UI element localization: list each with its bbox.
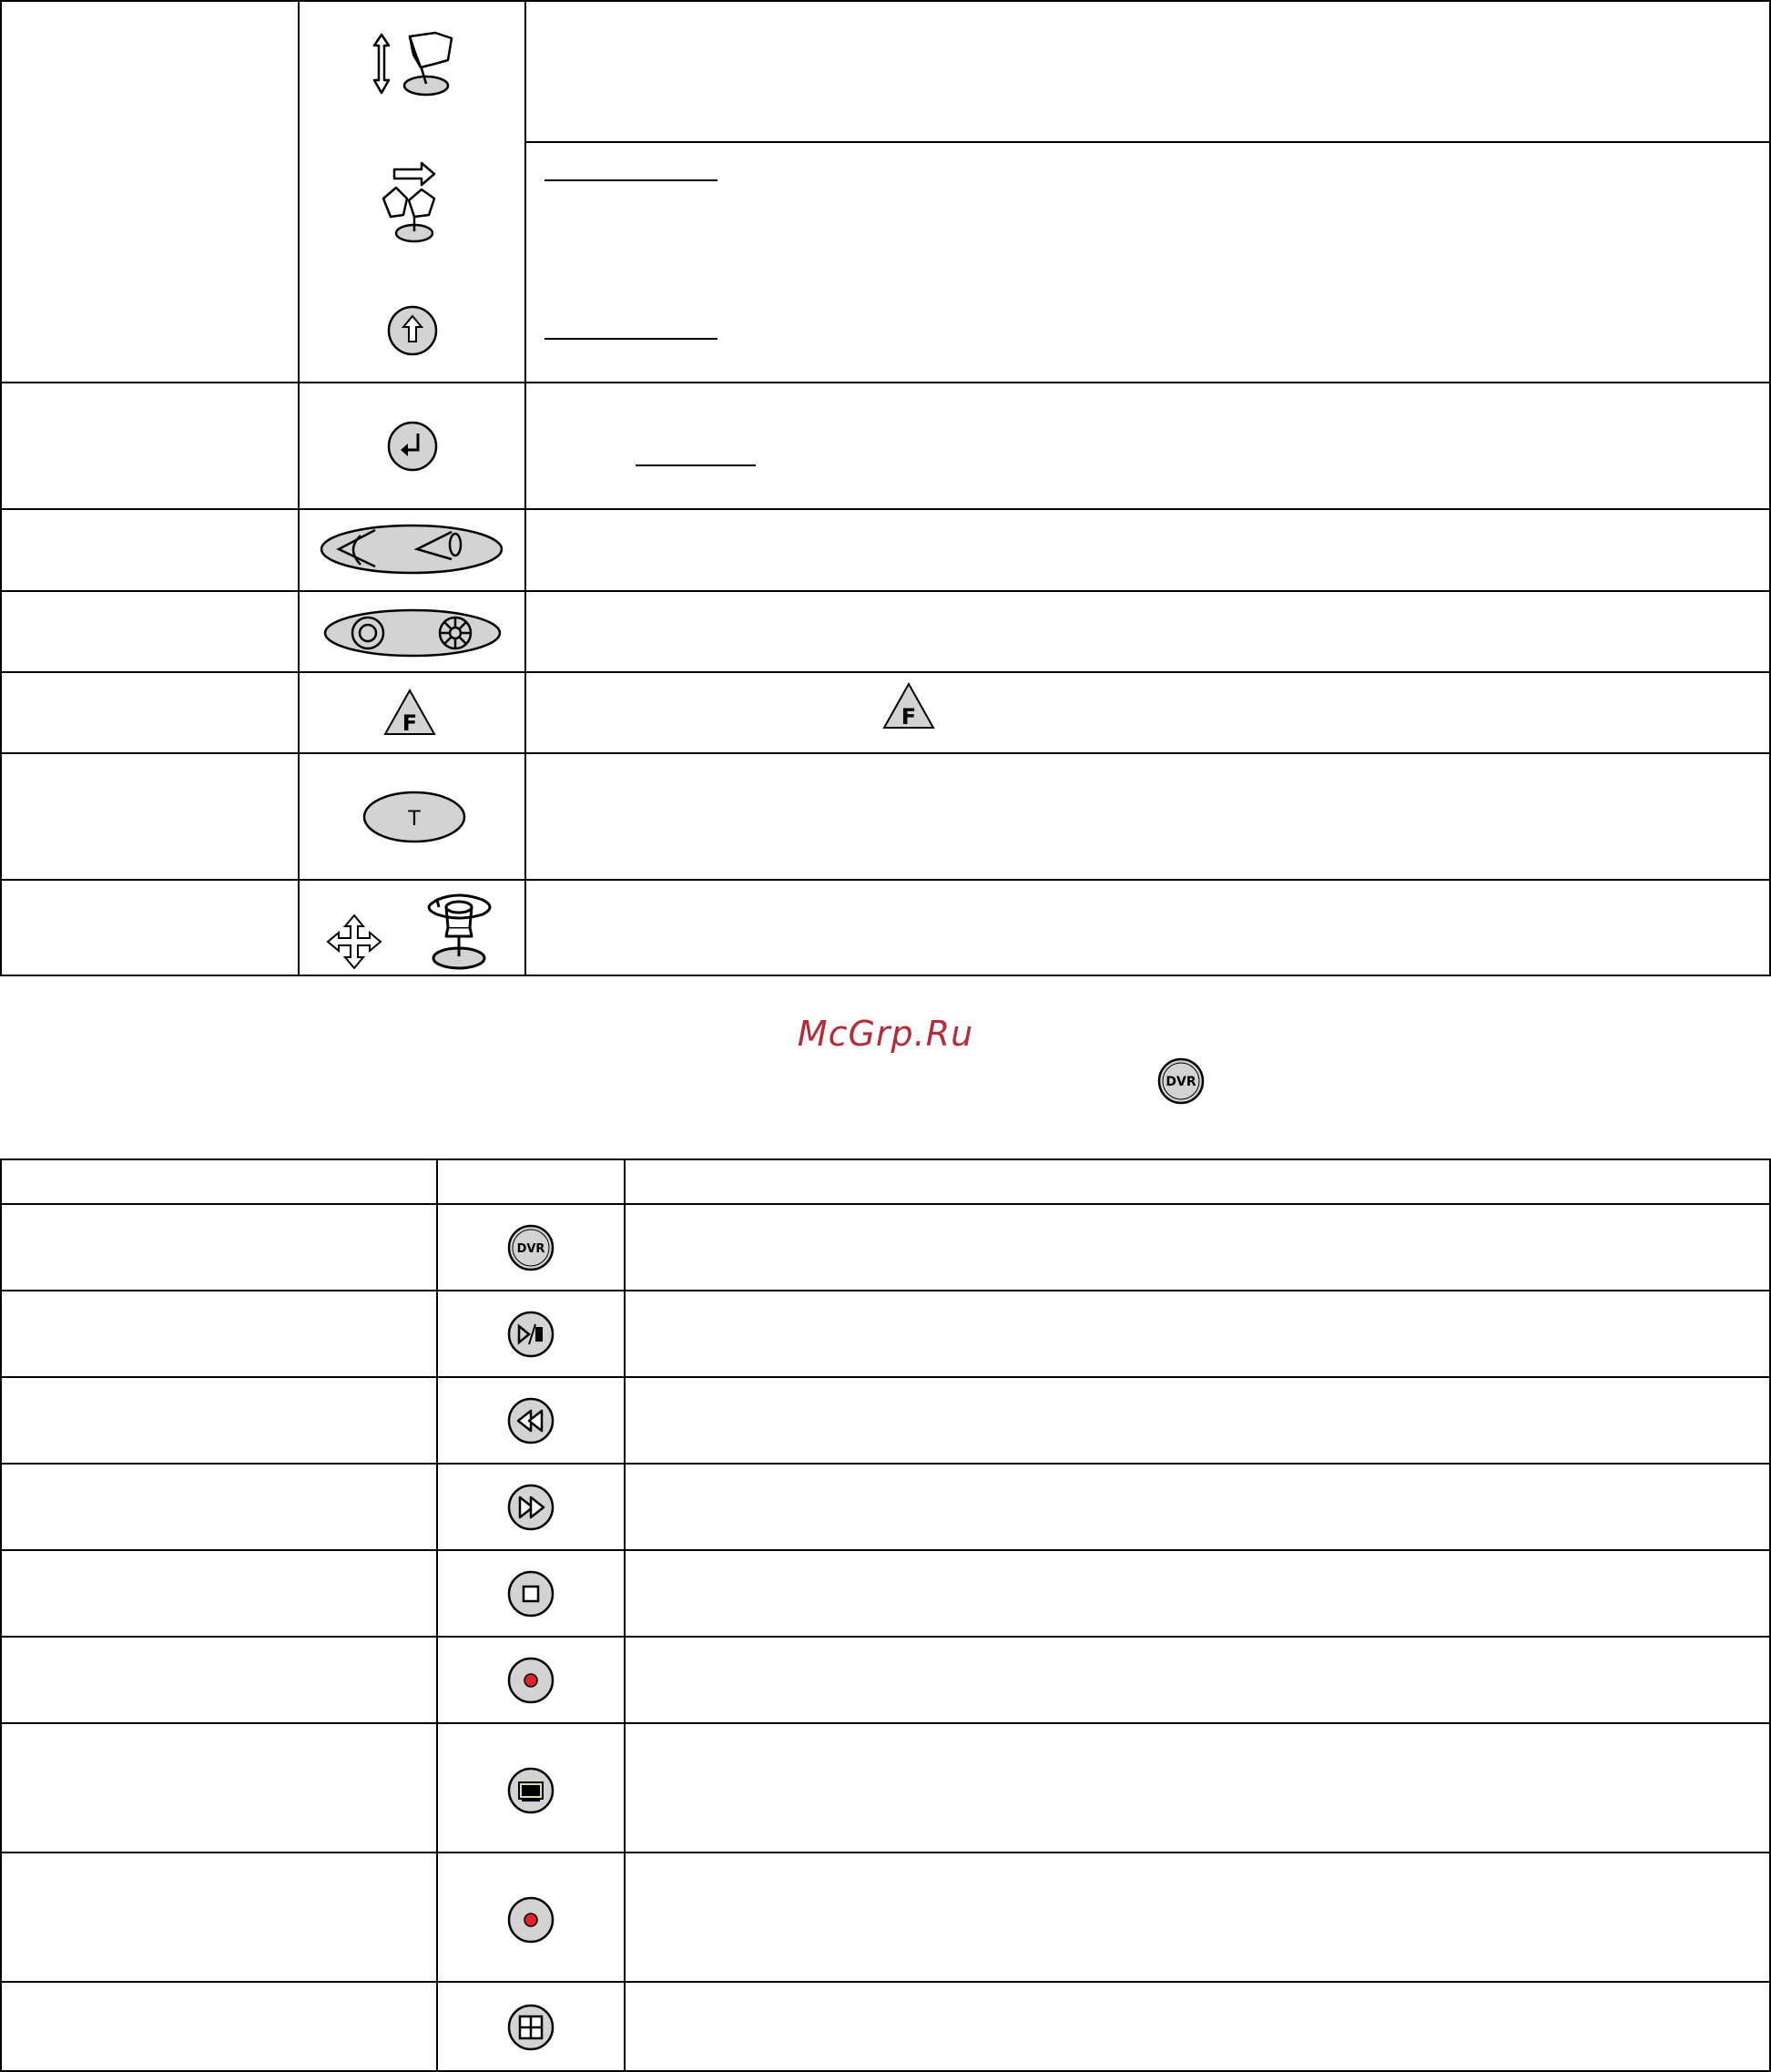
- dvr-inline-icon: [1156, 1056, 1206, 1106]
- function-button-icon: [382, 688, 437, 737]
- zoom-joystick-icon: [364, 27, 460, 100]
- dvr-button-icon: [507, 1224, 555, 1271]
- dvr-button-label: DVR: [516, 1242, 545, 1256]
- focus-rocker-icon: [322, 607, 503, 658]
- enter-button-icon: [385, 421, 440, 472]
- table1-row-zoom-pan: [0, 0, 1771, 383]
- table-2-grid: [0, 1157, 1771, 2072]
- stop-button-icon: [507, 1570, 555, 1618]
- table2-header-row: [0, 1159, 1771, 1204]
- tour-button-icon: [361, 790, 468, 844]
- pan-joystick-icon: [378, 162, 451, 246]
- table1-row-iris: [0, 509, 1771, 591]
- function-inline-letter: F: [901, 704, 917, 730]
- tour-letter: T: [408, 808, 421, 831]
- multiscreen-button-icon: [507, 2004, 555, 2051]
- rewind-button-icon: [507, 1397, 555, 1444]
- joystick-rotate-icon: [419, 891, 501, 971]
- record-button-icon-2: [507, 1896, 555, 1944]
- table1-row-enter: [0, 383, 1771, 509]
- watermark-text: McGrp.Ru: [797, 1014, 974, 1054]
- function-inline-icon: [881, 681, 936, 730]
- fast-forward-button-icon: [507, 1484, 555, 1531]
- monitor-button-icon: [507, 1767, 555, 1814]
- table1-row-joystick: [0, 880, 1771, 975]
- play-pause-button-icon: [507, 1311, 555, 1358]
- record-button-icon: [507, 1657, 555, 1704]
- move-arrows-icon: [326, 914, 382, 970]
- iris-rocker-icon: [319, 523, 504, 576]
- function-letter: F: [402, 710, 418, 736]
- table1-row-tour: [0, 753, 1771, 880]
- dvr-inline-label: DVR: [1165, 1075, 1196, 1089]
- table1-row-focus: [0, 591, 1771, 672]
- shift-button-icon: [385, 305, 440, 356]
